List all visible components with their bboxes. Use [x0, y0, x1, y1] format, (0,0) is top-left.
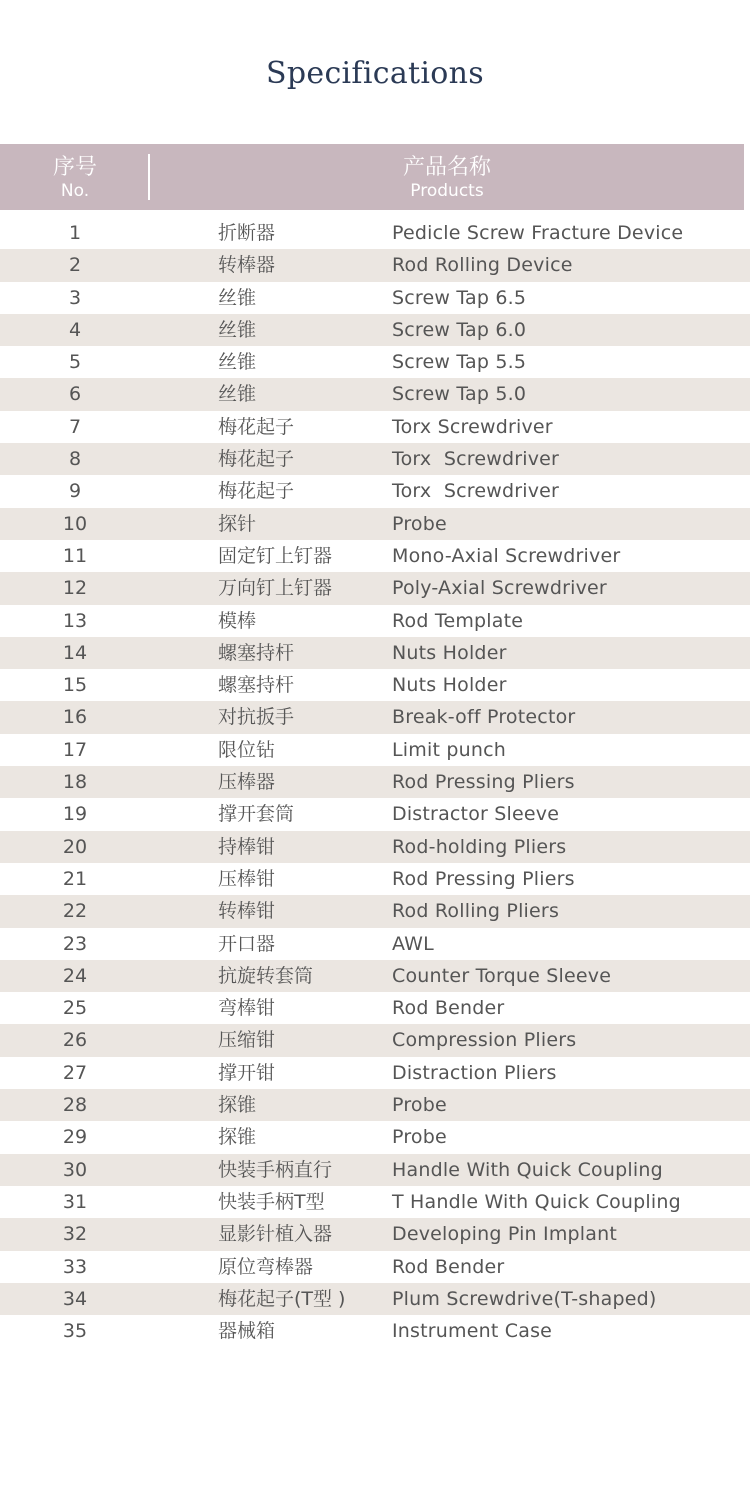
row-number: 32 — [62, 1223, 88, 1246]
row-name-en: Poly-Axial Screwdriver — [392, 577, 607, 600]
row-name-zh: 压棒钳 — [218, 867, 276, 890]
table-row — [0, 443, 750, 475]
table-row — [0, 669, 750, 701]
row-number: 20 — [62, 835, 88, 858]
row-name-en: Probe — [392, 512, 447, 535]
row-number: 31 — [62, 1190, 88, 1213]
row-name-zh: 探锥 — [218, 1094, 257, 1117]
row-name-en: Instrument Case — [392, 1320, 553, 1343]
row-name-en: Distractor Sleeve — [392, 803, 560, 826]
table-row — [0, 282, 750, 314]
row-name-en: Screw Tap 5.5 — [392, 351, 527, 374]
row-name-en: Pedicle Screw Fracture Device — [392, 222, 684, 244]
row-number: 4 — [68, 318, 82, 341]
row-name-en: Screw Tap 6.5 — [392, 286, 527, 309]
row-number: 17 — [62, 738, 88, 761]
row-name-en: Torx Screwdriver — [392, 415, 553, 438]
row-name-zh: 梅花起子 — [218, 415, 295, 438]
table-row — [0, 1218, 750, 1250]
row-number: 35 — [62, 1320, 88, 1343]
row-name-en: AWL — [392, 932, 434, 955]
row-number: 2 — [68, 254, 82, 277]
row-name-zh: 原位弯棒器 — [218, 1255, 314, 1278]
table-row — [0, 1315, 750, 1347]
table-row — [0, 1186, 750, 1218]
row-name-zh: 丝锥 — [218, 351, 257, 374]
row-name-zh: 开口器 — [218, 932, 276, 955]
row-name-en: Rod-holding Pliers — [392, 835, 567, 858]
row-name-zh: 折断器 — [218, 222, 276, 244]
row-name-en: Rod Template — [392, 609, 524, 632]
header-products — [150, 144, 744, 210]
row-name-zh: 螺塞持杆 — [218, 641, 295, 664]
row-name-zh: 探锥 — [218, 1126, 257, 1149]
row-name-zh: 万向钉上钉器 — [218, 577, 333, 600]
row-number: 6 — [68, 383, 82, 406]
row-name-zh: 固定钉上钉器 — [218, 544, 333, 567]
row-name-en: Plum Screwdrive(T-shaped) — [392, 1287, 657, 1310]
row-number: 25 — [62, 997, 88, 1020]
table-row — [0, 411, 750, 443]
row-name-zh: 探针 — [218, 512, 257, 535]
table-row — [0, 637, 750, 669]
row-name-zh: 对抗扳手 — [218, 706, 295, 729]
row-name-zh: 弯棒钳 — [218, 997, 276, 1020]
row-number: 34 — [62, 1287, 88, 1310]
row-name-zh: 模棒 — [218, 609, 257, 632]
row-name-zh: 快装手柄T型 — [218, 1190, 325, 1213]
table-row — [0, 928, 750, 960]
table-row — [0, 766, 750, 798]
row-name-en: Break-off Protector — [392, 706, 576, 729]
row-name-zh: 梅花起子(T型 ) — [218, 1287, 346, 1310]
row-name-zh: 持棒钳 — [218, 835, 276, 858]
row-name-zh: 器械箱 — [218, 1320, 276, 1343]
table-row — [0, 217, 750, 249]
row-name-zh: 转棒钳 — [218, 900, 276, 923]
row-name-en: Nuts Holder — [392, 641, 507, 664]
header-products-zh: 产品名称 — [402, 155, 491, 180]
row-name-en: Handle With Quick Coupling — [392, 1158, 663, 1181]
row-name-zh: 螺塞持杆 — [218, 674, 295, 697]
row-name-en: Probe — [392, 1094, 447, 1117]
table-row — [0, 508, 750, 540]
row-name-zh: 撑开套筒 — [218, 803, 295, 826]
row-name-zh: 压棒器 — [218, 771, 276, 794]
row-number: 29 — [62, 1126, 88, 1149]
row-name-zh: 快装手柄直行 — [218, 1158, 333, 1181]
table-row — [0, 960, 750, 992]
row-number: 13 — [62, 609, 88, 632]
row-number: 12 — [62, 577, 88, 600]
table-row — [0, 992, 750, 1024]
row-number: 23 — [62, 932, 88, 955]
table-row — [0, 798, 750, 830]
row-number: 30 — [62, 1158, 88, 1181]
row-number: 14 — [62, 641, 88, 664]
table-row — [0, 346, 750, 378]
page-title: Specifications — [266, 56, 484, 91]
table-row — [0, 1121, 750, 1153]
table-row — [0, 475, 750, 507]
row-number: 1 — [68, 222, 82, 244]
row-name-en: Rod Rolling Pliers — [392, 900, 560, 923]
row-name-en: Mono-Axial Screwdriver — [392, 544, 621, 567]
row-number: 18 — [62, 771, 88, 794]
table-row — [0, 249, 750, 281]
table-row — [0, 540, 750, 572]
row-number: 11 — [62, 544, 88, 567]
row-name-en: Rod Rolling Device — [392, 254, 573, 277]
row-name-en: Counter Torque Sleeve — [392, 964, 612, 987]
table-row — [0, 1283, 750, 1315]
row-number: 21 — [62, 867, 88, 890]
row-name-en: T Handle With Quick Coupling — [392, 1190, 681, 1213]
row-name-en: Compression Pliers — [392, 1029, 577, 1052]
row-name-zh: 丝锥 — [218, 383, 257, 406]
row-number: 33 — [62, 1255, 88, 1278]
table-row — [0, 1089, 750, 1121]
row-number: 28 — [62, 1094, 88, 1117]
row-name-en: Rod Pressing Pliers — [392, 771, 575, 794]
table-row — [0, 1251, 750, 1283]
table-row — [0, 605, 750, 637]
table-row — [0, 572, 750, 604]
row-name-en: Torx Screwdriver — [392, 448, 560, 471]
row-name-zh: 压缩钳 — [218, 1029, 276, 1052]
table-row — [0, 314, 750, 346]
table-row — [0, 1024, 750, 1056]
row-name-en: Rod Bender — [392, 1255, 505, 1278]
row-number: 24 — [62, 964, 88, 987]
table-row — [0, 734, 750, 766]
row-name-zh: 限位钻 — [218, 738, 276, 761]
table-row — [0, 831, 750, 863]
header-no — [0, 144, 150, 210]
table-row — [0, 1057, 750, 1089]
row-name-en: Distraction Pliers — [392, 1061, 557, 1084]
row-name-zh: 丝锥 — [218, 286, 257, 309]
row-number: 3 — [68, 286, 82, 309]
row-name-en: Screw Tap 5.0 — [392, 383, 527, 406]
table-row — [0, 863, 750, 895]
spec-table — [0, 217, 750, 1347]
row-number: 22 — [62, 900, 88, 923]
header-no-en: No. — [60, 181, 90, 201]
row-name-en: Probe — [392, 1126, 447, 1149]
table-row — [0, 378, 750, 410]
table-row — [0, 895, 750, 927]
row-number: 7 — [68, 415, 82, 438]
row-name-en: Nuts Holder — [392, 674, 507, 697]
row-number: 19 — [62, 803, 88, 826]
row-name-zh: 显影针植入器 — [218, 1223, 333, 1246]
row-name-en: Limit punch — [392, 738, 506, 761]
row-number: 10 — [62, 512, 88, 535]
row-name-zh: 梅花起子 — [218, 480, 295, 503]
row-name-zh: 抗旋转套筒 — [218, 964, 314, 987]
header-no-zh: 序号 — [52, 155, 97, 180]
row-name-en: Rod Bender — [392, 997, 505, 1020]
row-name-en: Developing Pin Implant — [392, 1223, 618, 1246]
row-name-en: Torx Screwdriver — [392, 480, 560, 503]
row-name-en: Screw Tap 6.0 — [392, 318, 527, 341]
row-name-zh: 丝锥 — [218, 318, 257, 341]
row-number: 16 — [62, 706, 88, 729]
row-number: 26 — [62, 1029, 88, 1052]
row-name-zh: 撑开钳 — [218, 1061, 276, 1084]
header-products-en: Products — [410, 181, 484, 201]
row-number: 8 — [68, 448, 82, 471]
row-name-en: Rod Pressing Pliers — [392, 867, 575, 890]
table-row — [0, 701, 750, 733]
table-header — [0, 144, 744, 210]
row-name-zh: 转棒器 — [218, 254, 276, 277]
row-number: 15 — [62, 674, 88, 697]
row-number: 9 — [68, 480, 82, 503]
row-number: 5 — [68, 351, 82, 374]
row-number: 27 — [62, 1061, 88, 1084]
table-row — [0, 1154, 750, 1186]
row-name-zh: 梅花起子 — [218, 448, 295, 471]
